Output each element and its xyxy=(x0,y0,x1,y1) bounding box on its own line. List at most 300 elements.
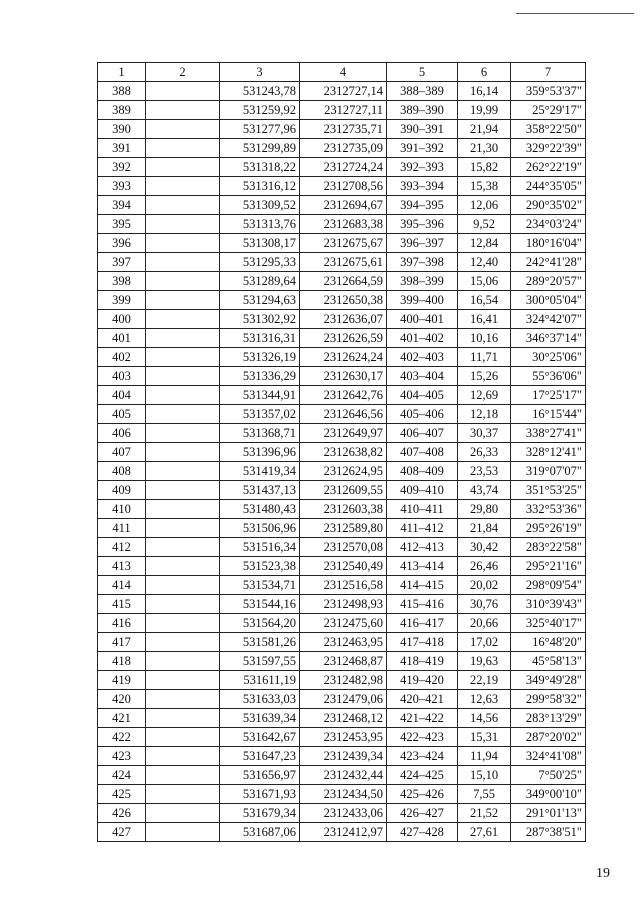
distance-cell: 26,46 xyxy=(458,557,511,576)
segment-cell: 415–416 xyxy=(387,595,458,614)
bearing-cell: 180°16'04" xyxy=(511,234,586,253)
x-coordinate-cell: 531597,55 xyxy=(220,652,300,671)
segment-cell: 427–428 xyxy=(387,823,458,842)
segment-cell: 414–415 xyxy=(387,576,458,595)
blank-cell xyxy=(146,348,220,367)
bearing-cell: 324°41'08" xyxy=(511,747,586,766)
table-row xyxy=(98,519,586,538)
distance-cell: 23,53 xyxy=(458,462,511,481)
segment-cell: 402–403 xyxy=(387,348,458,367)
blank-cell xyxy=(146,215,220,234)
y-coordinate-cell: 2312498,93 xyxy=(300,595,387,614)
point-number-cell: 426 xyxy=(98,804,146,823)
y-coordinate-cell: 2312624,95 xyxy=(300,462,387,481)
y-coordinate-cell: 2312683,38 xyxy=(300,215,387,234)
distance-cell: 20,02 xyxy=(458,576,511,595)
bearing-cell: 346°37'14" xyxy=(511,329,586,348)
distance-cell: 10,16 xyxy=(458,329,511,348)
y-coordinate-cell: 2312463,95 xyxy=(300,633,387,652)
point-number-cell: 416 xyxy=(98,614,146,633)
bearing-cell: 25°29'17" xyxy=(511,101,586,120)
bearing-cell: 351°53'25" xyxy=(511,481,586,500)
distance-cell: 19,63 xyxy=(458,652,511,671)
bearing-cell: 287°20'02" xyxy=(511,728,586,747)
segment-cell: 410–411 xyxy=(387,500,458,519)
x-coordinate-cell: 531396,96 xyxy=(220,443,300,462)
y-coordinate-cell: 2312609,55 xyxy=(300,481,387,500)
blank-cell xyxy=(146,557,220,576)
segment-cell: 395–396 xyxy=(387,215,458,234)
distance-cell: 15,82 xyxy=(458,158,511,177)
segment-cell: 417–418 xyxy=(387,633,458,652)
segment-cell: 418–419 xyxy=(387,652,458,671)
point-number-cell: 408 xyxy=(98,462,146,481)
blank-cell xyxy=(146,614,220,633)
segment-cell: 389–390 xyxy=(387,101,458,120)
blank-cell xyxy=(146,234,220,253)
point-number-cell: 402 xyxy=(98,348,146,367)
blank-cell xyxy=(146,272,220,291)
y-coordinate-cell: 2312453,95 xyxy=(300,728,387,747)
table-row xyxy=(98,196,586,215)
blank-cell xyxy=(146,120,220,139)
segment-cell: 403–404 xyxy=(387,367,458,386)
x-coordinate-cell: 531308,17 xyxy=(220,234,300,253)
segment-cell: 390–391 xyxy=(387,120,458,139)
bearing-cell: 45°58'13" xyxy=(511,652,586,671)
point-number-cell: 410 xyxy=(98,500,146,519)
blank-cell xyxy=(146,671,220,690)
distance-cell: 11,71 xyxy=(458,348,511,367)
segment-cell: 406–407 xyxy=(387,424,458,443)
blank-cell xyxy=(146,101,220,120)
x-coordinate-cell: 531611,19 xyxy=(220,671,300,690)
table-row xyxy=(98,785,586,804)
table-row xyxy=(98,652,586,671)
segment-cell: 388–389 xyxy=(387,82,458,101)
table-row xyxy=(98,291,586,310)
distance-cell: 16,54 xyxy=(458,291,511,310)
point-number-cell: 412 xyxy=(98,538,146,557)
table-row xyxy=(98,329,586,348)
distance-cell: 11,94 xyxy=(458,747,511,766)
x-coordinate-cell: 531309,52 xyxy=(220,196,300,215)
table-row xyxy=(98,139,586,158)
segment-cell: 394–395 xyxy=(387,196,458,215)
table-row xyxy=(98,671,586,690)
point-number-cell: 418 xyxy=(98,652,146,671)
x-coordinate-cell: 531299,89 xyxy=(220,139,300,158)
blank-cell xyxy=(146,481,220,500)
x-coordinate-cell: 531368,71 xyxy=(220,424,300,443)
table-row xyxy=(98,272,586,291)
x-coordinate-cell: 531544,16 xyxy=(220,595,300,614)
point-number-cell: 400 xyxy=(98,310,146,329)
x-coordinate-cell: 531581,26 xyxy=(220,633,300,652)
distance-cell: 15,10 xyxy=(458,766,511,785)
segment-cell: 419–420 xyxy=(387,671,458,690)
y-coordinate-cell: 2312675,61 xyxy=(300,253,387,272)
point-number-cell: 413 xyxy=(98,557,146,576)
x-coordinate-cell: 531294,63 xyxy=(220,291,300,310)
blank-cell xyxy=(146,158,220,177)
table-row xyxy=(98,595,586,614)
column-header: 4 xyxy=(300,63,387,82)
segment-cell: 404–405 xyxy=(387,386,458,405)
x-coordinate-cell: 531243,78 xyxy=(220,82,300,101)
distance-cell: 20,66 xyxy=(458,614,511,633)
segment-cell: 399–400 xyxy=(387,291,458,310)
distance-cell: 16,14 xyxy=(458,82,511,101)
distance-cell: 21,52 xyxy=(458,804,511,823)
bearing-cell: 295°26'19" xyxy=(511,519,586,538)
bearing-cell: 283°22'58" xyxy=(511,538,586,557)
x-coordinate-cell: 531357,02 xyxy=(220,405,300,424)
table-row xyxy=(98,215,586,234)
distance-cell: 43,74 xyxy=(458,481,511,500)
x-coordinate-cell: 531289,64 xyxy=(220,272,300,291)
x-coordinate-cell: 531313,76 xyxy=(220,215,300,234)
bearing-cell: 16°15'44" xyxy=(511,405,586,424)
y-coordinate-cell: 2312540,49 xyxy=(300,557,387,576)
x-coordinate-cell: 531633,03 xyxy=(220,690,300,709)
y-coordinate-cell: 2312630,17 xyxy=(300,367,387,386)
table-row xyxy=(98,424,586,443)
x-coordinate-cell: 531259,92 xyxy=(220,101,300,120)
x-coordinate-cell: 531316,31 xyxy=(220,329,300,348)
point-number-cell: 403 xyxy=(98,367,146,386)
x-coordinate-cell: 531687,06 xyxy=(220,823,300,842)
segment-cell: 420–421 xyxy=(387,690,458,709)
point-number-cell: 397 xyxy=(98,253,146,272)
bearing-cell: 332°53'36" xyxy=(511,500,586,519)
segment-cell: 416–417 xyxy=(387,614,458,633)
distance-cell: 15,31 xyxy=(458,728,511,747)
x-coordinate-cell: 531318,22 xyxy=(220,158,300,177)
distance-cell: 12,84 xyxy=(458,234,511,253)
point-number-cell: 423 xyxy=(98,747,146,766)
x-coordinate-cell: 531639,34 xyxy=(220,709,300,728)
table-row xyxy=(98,101,586,120)
point-number-cell: 393 xyxy=(98,177,146,196)
table-row xyxy=(98,690,586,709)
x-coordinate-cell: 531336,29 xyxy=(220,367,300,386)
blank-cell xyxy=(146,728,220,747)
y-coordinate-cell: 2312735,71 xyxy=(300,120,387,139)
bearing-cell: 349°00'10" xyxy=(511,785,586,804)
bearing-cell: 290°35'02" xyxy=(511,196,586,215)
bearing-cell: 328°12'41" xyxy=(511,443,586,462)
distance-cell: 22,19 xyxy=(458,671,511,690)
y-coordinate-cell: 2312636,07 xyxy=(300,310,387,329)
bearing-cell: 310°39'43" xyxy=(511,595,586,614)
table-row xyxy=(98,557,586,576)
bearing-cell: 289°20'57" xyxy=(511,272,586,291)
blank-cell xyxy=(146,367,220,386)
column-header: 7 xyxy=(511,63,586,82)
blank-cell xyxy=(146,462,220,481)
column-header: 5 xyxy=(387,63,458,82)
table-row xyxy=(98,709,586,728)
distance-cell: 9,52 xyxy=(458,215,511,234)
table-row xyxy=(98,158,586,177)
distance-cell: 15,38 xyxy=(458,177,511,196)
coordinates-table xyxy=(97,62,586,842)
table-row xyxy=(98,120,586,139)
distance-cell: 12,18 xyxy=(458,405,511,424)
table-row xyxy=(98,538,586,557)
blank-cell xyxy=(146,519,220,538)
point-number-cell: 414 xyxy=(98,576,146,595)
x-coordinate-cell: 531295,33 xyxy=(220,253,300,272)
table-row xyxy=(98,462,586,481)
y-coordinate-cell: 2312432,44 xyxy=(300,766,387,785)
x-coordinate-cell: 531564,20 xyxy=(220,614,300,633)
point-number-cell: 419 xyxy=(98,671,146,690)
bearing-cell: 7°50'25" xyxy=(511,766,586,785)
blank-cell xyxy=(146,633,220,652)
distance-cell: 15,26 xyxy=(458,367,511,386)
point-number-cell: 407 xyxy=(98,443,146,462)
distance-cell: 27,61 xyxy=(458,823,511,842)
x-coordinate-cell: 531506,96 xyxy=(220,519,300,538)
point-number-cell: 417 xyxy=(98,633,146,652)
bearing-cell: 242°41'28" xyxy=(511,253,586,272)
blank-cell xyxy=(146,177,220,196)
bearing-cell: 283°13'29" xyxy=(511,709,586,728)
distance-cell: 30,37 xyxy=(458,424,511,443)
bearing-cell: 349°49'28" xyxy=(511,671,586,690)
y-coordinate-cell: 2312735,09 xyxy=(300,139,387,158)
bearing-cell: 338°27'41" xyxy=(511,424,586,443)
point-number-cell: 422 xyxy=(98,728,146,747)
table-row xyxy=(98,804,586,823)
distance-cell: 21,94 xyxy=(458,120,511,139)
y-coordinate-cell: 2312626,59 xyxy=(300,329,387,348)
bearing-cell: 358°22'50" xyxy=(511,120,586,139)
y-coordinate-cell: 2312475,60 xyxy=(300,614,387,633)
table-row xyxy=(98,310,586,329)
column-header: 3 xyxy=(220,63,300,82)
blank-cell xyxy=(146,443,220,462)
bearing-cell: 262°22'19" xyxy=(511,158,586,177)
bearing-cell: 16°48'20" xyxy=(511,633,586,652)
blank-cell xyxy=(146,329,220,348)
blank-cell xyxy=(146,804,220,823)
segment-cell: 423–424 xyxy=(387,747,458,766)
segment-cell: 400–401 xyxy=(387,310,458,329)
x-coordinate-cell: 531534,71 xyxy=(220,576,300,595)
table-row xyxy=(98,234,586,253)
distance-cell: 7,55 xyxy=(458,785,511,804)
blank-cell xyxy=(146,652,220,671)
bearing-cell: 300°05'04" xyxy=(511,291,586,310)
blank-cell xyxy=(146,139,220,158)
x-coordinate-cell: 531656,97 xyxy=(220,766,300,785)
y-coordinate-cell: 2312664,59 xyxy=(300,272,387,291)
bearing-cell: 55°36'06" xyxy=(511,367,586,386)
y-coordinate-cell: 2312439,34 xyxy=(300,747,387,766)
table-row xyxy=(98,823,586,842)
segment-cell: 407–408 xyxy=(387,443,458,462)
y-coordinate-cell: 2312724,24 xyxy=(300,158,387,177)
distance-cell: 30,42 xyxy=(458,538,511,557)
bearing-cell: 287°38'51" xyxy=(511,823,586,842)
segment-cell: 421–422 xyxy=(387,709,458,728)
bearing-cell: 324°42'07" xyxy=(511,310,586,329)
distance-cell: 15,06 xyxy=(458,272,511,291)
table-row xyxy=(98,728,586,747)
point-number-cell: 411 xyxy=(98,519,146,538)
blank-cell xyxy=(146,253,220,272)
bearing-cell: 325°40'17" xyxy=(511,614,586,633)
segment-cell: 411–412 xyxy=(387,519,458,538)
header-row xyxy=(98,63,586,82)
distance-cell: 14,56 xyxy=(458,709,511,728)
segment-cell: 425–426 xyxy=(387,785,458,804)
segment-cell: 392–393 xyxy=(387,158,458,177)
table-row xyxy=(98,348,586,367)
segment-cell: 396–397 xyxy=(387,234,458,253)
point-number-cell: 390 xyxy=(98,120,146,139)
table-row xyxy=(98,82,586,101)
blank-cell xyxy=(146,576,220,595)
table-row xyxy=(98,576,586,595)
bearing-cell: 30°25'06" xyxy=(511,348,586,367)
distance-cell: 19,99 xyxy=(458,101,511,120)
point-number-cell: 391 xyxy=(98,139,146,158)
segment-cell: 422–423 xyxy=(387,728,458,747)
blank-cell xyxy=(146,709,220,728)
x-coordinate-cell: 531679,34 xyxy=(220,804,300,823)
table-row xyxy=(98,614,586,633)
bearing-cell: 299°58'32" xyxy=(511,690,586,709)
table-body xyxy=(98,82,586,842)
x-coordinate-cell: 531642,67 xyxy=(220,728,300,747)
segment-cell: 398–399 xyxy=(387,272,458,291)
distance-cell: 29,80 xyxy=(458,500,511,519)
segment-cell: 409–410 xyxy=(387,481,458,500)
table-row xyxy=(98,481,586,500)
segment-cell: 408–409 xyxy=(387,462,458,481)
point-number-cell: 406 xyxy=(98,424,146,443)
y-coordinate-cell: 2312650,38 xyxy=(300,291,387,310)
y-coordinate-cell: 2312479,06 xyxy=(300,690,387,709)
y-coordinate-cell: 2312649,97 xyxy=(300,424,387,443)
bearing-cell: 295°21'16" xyxy=(511,557,586,576)
x-coordinate-cell: 531523,38 xyxy=(220,557,300,576)
x-coordinate-cell: 531671,93 xyxy=(220,785,300,804)
x-coordinate-cell: 531344,91 xyxy=(220,386,300,405)
y-coordinate-cell: 2312727,14 xyxy=(300,82,387,101)
point-number-cell: 388 xyxy=(98,82,146,101)
y-coordinate-cell: 2312434,50 xyxy=(300,785,387,804)
point-number-cell: 420 xyxy=(98,690,146,709)
point-number-cell: 396 xyxy=(98,234,146,253)
distance-cell: 12,63 xyxy=(458,690,511,709)
point-number-cell: 401 xyxy=(98,329,146,348)
blank-cell xyxy=(146,690,220,709)
blank-cell xyxy=(146,823,220,842)
segment-cell: 426–427 xyxy=(387,804,458,823)
segment-cell: 391–392 xyxy=(387,139,458,158)
point-number-cell: 415 xyxy=(98,595,146,614)
distance-cell: 12,06 xyxy=(458,196,511,215)
y-coordinate-cell: 2312646,56 xyxy=(300,405,387,424)
y-coordinate-cell: 2312468,87 xyxy=(300,652,387,671)
y-coordinate-cell: 2312570,08 xyxy=(300,538,387,557)
y-coordinate-cell: 2312624,24 xyxy=(300,348,387,367)
column-header: 1 xyxy=(98,63,146,82)
segment-cell: 393–394 xyxy=(387,177,458,196)
segment-cell: 401–402 xyxy=(387,329,458,348)
y-coordinate-cell: 2312727,11 xyxy=(300,101,387,120)
point-number-cell: 421 xyxy=(98,709,146,728)
y-coordinate-cell: 2312412,97 xyxy=(300,823,387,842)
point-number-cell: 398 xyxy=(98,272,146,291)
y-coordinate-cell: 2312694,67 xyxy=(300,196,387,215)
table-row xyxy=(98,443,586,462)
blank-cell xyxy=(146,386,220,405)
point-number-cell: 425 xyxy=(98,785,146,804)
blank-cell xyxy=(146,785,220,804)
segment-cell: 424–425 xyxy=(387,766,458,785)
distance-cell: 12,40 xyxy=(458,253,511,272)
x-coordinate-cell: 531277,96 xyxy=(220,120,300,139)
x-coordinate-cell: 531419,34 xyxy=(220,462,300,481)
bearing-cell: 291°01'13" xyxy=(511,804,586,823)
point-number-cell: 405 xyxy=(98,405,146,424)
bearing-cell: 17°25'17" xyxy=(511,386,586,405)
point-number-cell: 399 xyxy=(98,291,146,310)
distance-cell: 21,30 xyxy=(458,139,511,158)
y-coordinate-cell: 2312708,56 xyxy=(300,177,387,196)
x-coordinate-cell: 531316,12 xyxy=(220,177,300,196)
x-coordinate-cell: 531480,43 xyxy=(220,500,300,519)
bearing-cell: 329°22'39" xyxy=(511,139,586,158)
x-coordinate-cell: 531647,23 xyxy=(220,747,300,766)
blank-cell xyxy=(146,310,220,329)
blank-cell xyxy=(146,196,220,215)
table-row xyxy=(98,633,586,652)
distance-cell: 21,84 xyxy=(458,519,511,538)
blank-cell xyxy=(146,538,220,557)
bearing-cell: 319°07'07" xyxy=(511,462,586,481)
point-number-cell: 424 xyxy=(98,766,146,785)
column-header: 2 xyxy=(146,63,220,82)
y-coordinate-cell: 2312589,80 xyxy=(300,519,387,538)
y-coordinate-cell: 2312603,38 xyxy=(300,500,387,519)
bearing-cell: 359°53'37" xyxy=(511,82,586,101)
blank-cell xyxy=(146,405,220,424)
x-coordinate-cell: 531302,92 xyxy=(220,310,300,329)
y-coordinate-cell: 2312468,12 xyxy=(300,709,387,728)
blank-cell xyxy=(146,595,220,614)
y-coordinate-cell: 2312516,58 xyxy=(300,576,387,595)
blank-cell xyxy=(146,747,220,766)
y-coordinate-cell: 2312642,76 xyxy=(300,386,387,405)
segment-cell: 413–414 xyxy=(387,557,458,576)
blank-cell xyxy=(146,500,220,519)
x-coordinate-cell: 531437,13 xyxy=(220,481,300,500)
distance-cell: 17,02 xyxy=(458,633,511,652)
table-row xyxy=(98,177,586,196)
distance-cell: 26,33 xyxy=(458,443,511,462)
point-number-cell: 392 xyxy=(98,158,146,177)
page-number: 19 xyxy=(596,866,610,881)
distance-cell: 12,69 xyxy=(458,386,511,405)
distance-cell: 16,41 xyxy=(458,310,511,329)
